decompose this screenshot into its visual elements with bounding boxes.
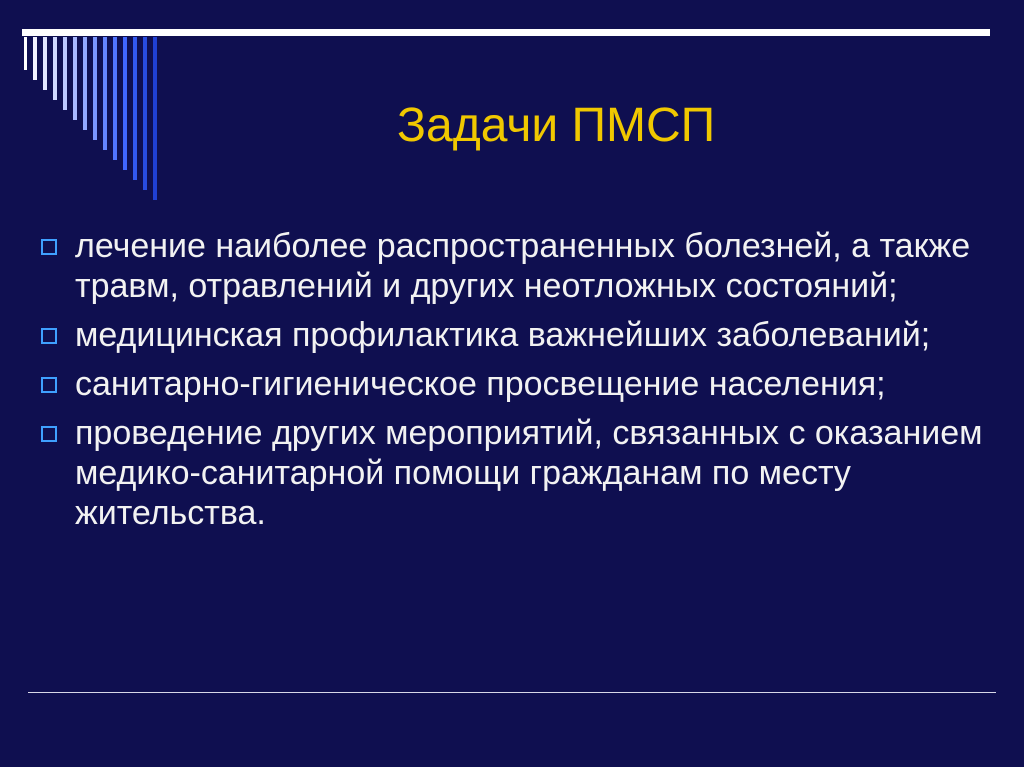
list-item <box>38 413 998 533</box>
hollow-square-icon <box>41 426 57 442</box>
list-item <box>38 226 998 306</box>
bullet-text: санитарно-гигиеническое просвещение населения; <box>75 365 886 403</box>
hollow-square-icon <box>41 377 57 393</box>
hollow-square-icon <box>41 328 57 344</box>
list-item <box>38 315 998 355</box>
page-title: Задачи ПМСП <box>397 99 716 152</box>
vertical-stripes-icon <box>0 0 200 210</box>
bullet-text: медицинская профилактика важнейших заболеваний; <box>75 316 931 354</box>
bullet-list <box>38 226 998 542</box>
bottom-rule <box>28 692 996 693</box>
hollow-square-icon <box>41 239 57 255</box>
bullet-text: лечение наиболее распространенных болезней, а также травм, отравлений и других неотложных состояний; <box>75 227 971 305</box>
list-item <box>38 364 998 404</box>
bullet-text: проведение других мероприятий, связанных с оказанием медико-санитарной помощи гражданам по месту жительства. <box>75 414 983 532</box>
